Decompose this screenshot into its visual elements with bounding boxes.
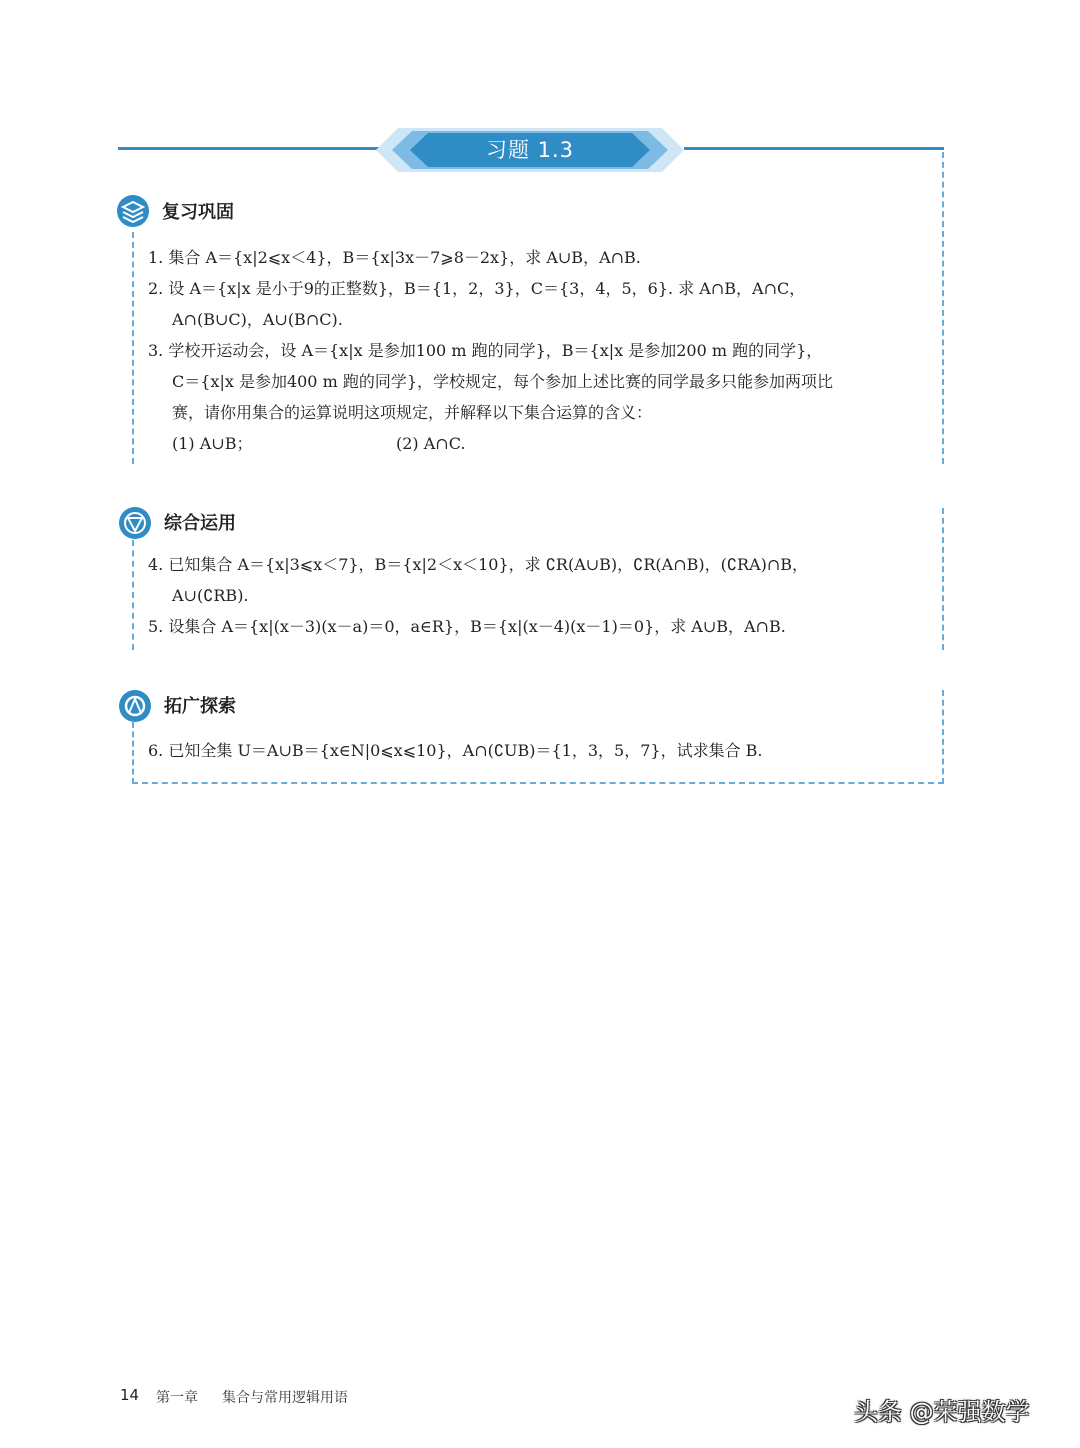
compass-icon <box>118 689 152 723</box>
target-icon <box>118 506 152 540</box>
exercise-1: 1. 集合 A＝{x|2⩽x＜4}，B＝{x|3x－7⩾8－2x}，求 A∪B，A∩B. <box>148 248 641 267</box>
title-rule-left <box>118 147 380 150</box>
exercise-title-banner <box>376 128 684 172</box>
exercise-5: 5. 设集合 A＝{x|(x－3)(x－a)＝0，a∈R}，B＝{x|(x－4)(x－1)＝0}，求 A∪B，A∩B. <box>148 617 786 636</box>
exercise-3-line-1: 3. 学校开运动会，设 A＝{x|x 是参加100 m 跑的同学}，B＝{x|x 是参加200 m 跑的同学}， <box>148 341 823 360</box>
exercise-4-line-1: 4. 已知集合 A＝{x|3⩽x＜7}，B＝{x|2＜x＜10}，求 ∁R(A∪B)，∁R(A∩B)，(∁RA)∩B， <box>148 555 809 574</box>
frame-right-3 <box>942 690 944 784</box>
exercise-3-part-1: (1) A∪B； <box>172 434 253 453</box>
watermark: 头条 @荣强数学 <box>854 1398 1030 1426</box>
frame-left-2 <box>132 540 134 650</box>
frame-right-2 <box>942 508 944 650</box>
layers-icon <box>116 194 150 228</box>
exercise-3-part-2: (2) A∩C. <box>396 434 466 453</box>
frame-bottom <box>132 782 944 784</box>
exercise-6: 6. 已知全集 U＝A∪B＝{x∈N|0⩽x⩽10}，A∩(∁UB)＝{1，3，5，7}，试求集合 B. <box>148 741 763 760</box>
frame-right-1 <box>942 152 944 464</box>
exercise-4-line-2: A∪(∁RB). <box>172 586 249 605</box>
title-rule-right <box>684 147 944 150</box>
page-number: 14 <box>120 1386 140 1404</box>
section-title-exploration: 拓广探索 <box>164 696 236 717</box>
exercise-2-line-2: A∩(B∪C)，A∪(B∩C). <box>172 310 343 329</box>
exercise-3-line-2: C＝{x|x 是参加400 m 跑的同学}，学校规定，每个参加上述比赛的同学最多只能参加两项比 <box>172 372 834 391</box>
exercise-3-line-3: 赛，请你用集合的运算说明这项规定，并解释以下集合运算的含义： <box>172 403 653 422</box>
exercise-2-line-1: 2. 设 A＝{x|x 是小于9的正整数}，B＝{1，2，3}，C＝{3，4，5，6}. 求 A∩B，A∩C， <box>148 279 806 298</box>
exercise-title: 习题 1.3 <box>485 138 575 162</box>
section-title-review: 复习巩固 <box>162 202 234 223</box>
section-title-application: 综合运用 <box>164 513 236 534</box>
frame-left-1 <box>132 232 134 464</box>
footer-chapter: 第一章 <box>156 1390 198 1406</box>
frame-left-3 <box>132 722 134 784</box>
footer-chapter-title: 集合与常用逻辑用语 <box>222 1390 348 1406</box>
